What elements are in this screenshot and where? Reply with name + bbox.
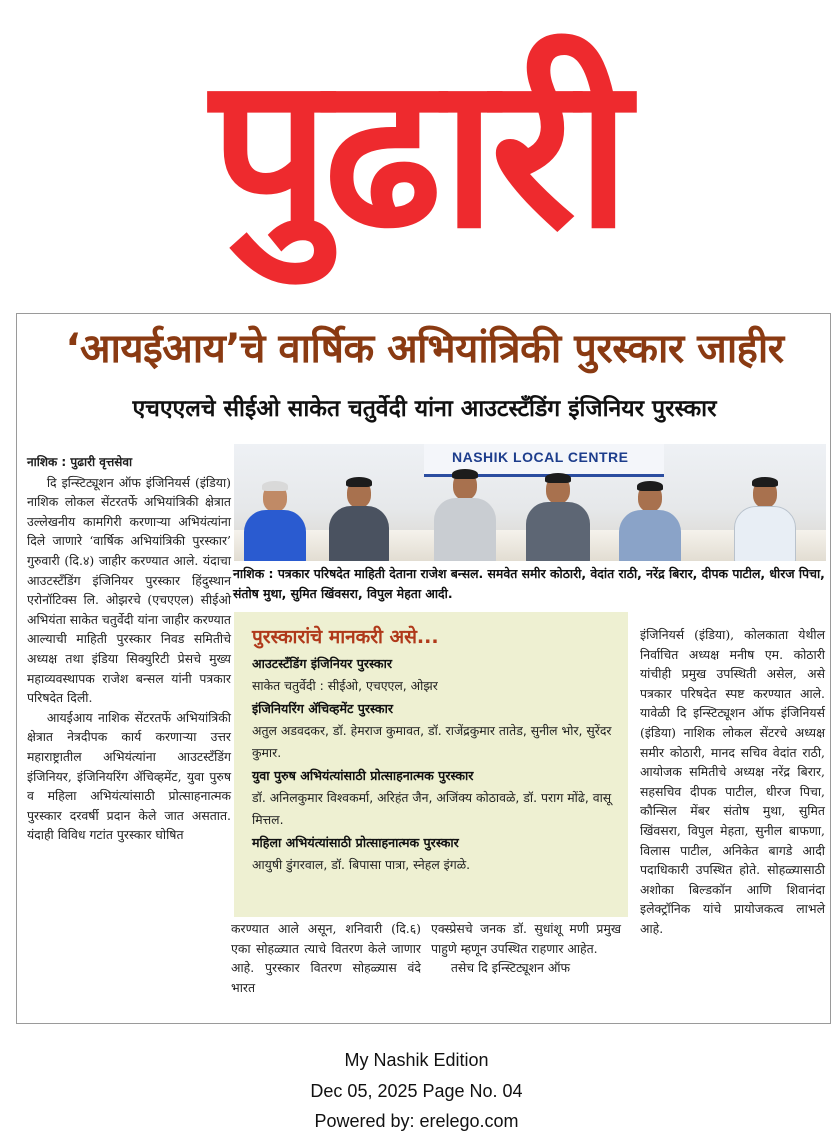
article-paragraph: आयईआय नाशिक सेंटरतर्फे अभियांत्रिकी क्षेत्रात नेत्रदीपक कार्य करणाऱ्या उत्तर महाराष्ट्रातील अभियंत्यांना आउटस्टॅंडिंग इंजिनियर, इंजिनियरिंग ॲचिव्हमेंट, युवा पुरुष व महिला अभियंत्यांसाठी प्रोत्साहनात्मक पुरस्कार दरवर्षी प्रदान केले जात असतात. यंदाही विविध गटांत पुरस्कार घोषित — [27, 709, 231, 843]
article-paragraph: तसेच दि इन्स्टिट्यूशन ऑफ — [450, 960, 571, 976]
article-column-right — [640, 625, 825, 939]
award-recipients: डॉ. अनिलकुमार विश्वकर्मा, अरिहंत जैन, अजिंक्य कोठावळे, डॉ. पराग मोंढे, वासू मित्तल. — [252, 790, 612, 827]
award-category: महिला अभियंत्यांसाठी प्रोत्साहनात्मक पुरस्कार — [252, 835, 459, 850]
footer-date-page: Dec 05, 2025 Page No. 04 — [310, 1081, 523, 1101]
article-column-left — [27, 452, 231, 845]
photo-caption: नाशिक : पत्रकार परिषदेत माहिती देताना राजेश बन्सल. समवेत समीर कोठारी, वेदांत राठी, नरेंद्र बिरार, दीपक पाटील, धीरज पिचा, संतोष मुथा, सुमित खिंवसरा, विपुल मेहता आदी. — [233, 566, 825, 601]
footer-powered-by: Powered by: erelego.com — [314, 1111, 519, 1131]
photo-person — [619, 484, 681, 561]
award-recipients: आयुषी डुंगरवाल, डॉ. बिपासा पात्रा, स्नेहल इंगळे. — [252, 857, 471, 872]
awards-box — [234, 612, 628, 917]
article-paragraph: दि इन्स्टिट्यूशन ऑफ इंजिनियर्स (इंडिया) नाशिक लोकल सेंटरतर्फे अभियांत्रिकी क्षेत्रात उल्लेखनीय कामगिरी करणाऱ्या अभियंत्यांना दिले जाणारे ‘वार्षिक अभियांत्रिकी पुरस्कार’ गुरुवारी (दि.४) जाहीर करण्यात आले. यंदाचा आउटस्टॅंडिंग इंजिनियर पुरस्कार हिंदुस्थान एरोनॉटिक्स लि. ओझरचे (एचएएल) सीईओ अभियंता साकेत चतुर्वेदी यांना जाहीर करण्यात आल्याची माहिती पुरस्कार निवड समितीचे अध्यक्ष तथा इंडिया सिक्युरिटी प्रेसचे मुख्य महाव्यवस्थापक राजेश बन्सल यांनी पत्रकार परिषदेत दिली. — [27, 474, 231, 706]
photo-person — [244, 484, 306, 561]
award-recipients: अतुल अडवदकर, डॉ. हेमराज कुमावत, डॉ. राजेंद्रकुमार तातेड, सुनील भोर, सुरेंदर कुमार. — [252, 723, 612, 760]
photo-banner-text: NASHIK LOCAL CENTRE — [452, 449, 629, 465]
photo-person — [734, 480, 796, 561]
award-recipients: साकेत चतुर्वेदी : सीईओ, एचएएल, ओझर — [252, 678, 438, 693]
article-paragraph: इंजिनियर्स (इंडिया), कोलकाता येथील निर्वाचित अध्यक्ष मनीष एम. कोठारी यांचीही प्रमुख उपस्थिती असेल, असे पत्रकार परिषदेत स्पष्ट करण्यात आले. यावेळी दि इन्स्टिट्यूशन ऑफ इंजिनियर्स (इंडिया) नाशिक लोकल सेंटरचे अध्यक्ष समीर कोठारी, मानद सचिव वेदांत राठी, आयोजक समितीचे अध्यक्ष नरेंद्र बिरार, सहसचिव दीपक पाटील, धीरज पिचा, कौन्सिल मेंबर संतोष मुथा, सुमित खिंवसरा, विपुल मेहता, सुनील बाफणा, विलास पाटील, अनिकेत बागडे आदी पदाधिकारी उपस्थित होते. सोहळ्यासाठी अशोका बिल्डकॉन आणि शिवानंदा इलेक्ट्रॉनिक यांचे प्रायोजकत्व लाभले आहे. — [640, 627, 825, 936]
article-column-bottom-1 — [231, 919, 421, 997]
article-headline: ‘आयईआय’चे वार्षिक अभियांत्रिकी पुरस्कार जाहीर — [65, 326, 784, 372]
awards-title: पुरस्कारांचे मानकरी असे... — [252, 626, 439, 648]
article-paragraph: एक्स्प्रेसचे जनक डॉ. सुधांशू मणी प्रमुख पाहुणे म्हणून उपस्थित राहणार आहेत. — [431, 921, 621, 956]
photo-person — [329, 480, 389, 561]
newspaper-masthead: पुढारी — [210, 30, 625, 275]
photo-person — [434, 472, 496, 561]
press-conference-photo — [234, 444, 826, 561]
article-subheadline: एचएएलचे सीईओ साकेत चतुर्वेदी यांना आउटस्टॅंडिंग इंजिनियर पुरस्कार — [132, 396, 717, 422]
award-category: युवा पुरुष अभियंत्यांसाठी प्रोत्साहनात्मक पुरस्कार — [252, 768, 474, 783]
award-category: इंजिनियरिंग ॲचिव्हमेंट पुरस्कार — [252, 701, 393, 716]
article-dateline: नाशिक : पुढारी वृत्तसेवा — [27, 455, 133, 469]
article-paragraph: करण्यात आले असून, शनिवारी (दि.६) एका सोहळ्यात त्याचे वितरण केले जाणार आहे. पुरस्कार वितरण सोहळ्यास वंदे भारत — [231, 921, 421, 995]
award-category: आउटस्टॅंडिंग इंजिनियर पुरस्कार — [252, 656, 393, 671]
photo-person — [526, 476, 590, 561]
news-clipping — [16, 313, 831, 1024]
footer-edition: My Nashik Edition — [344, 1050, 489, 1070]
article-column-bottom-2 — [431, 919, 621, 978]
